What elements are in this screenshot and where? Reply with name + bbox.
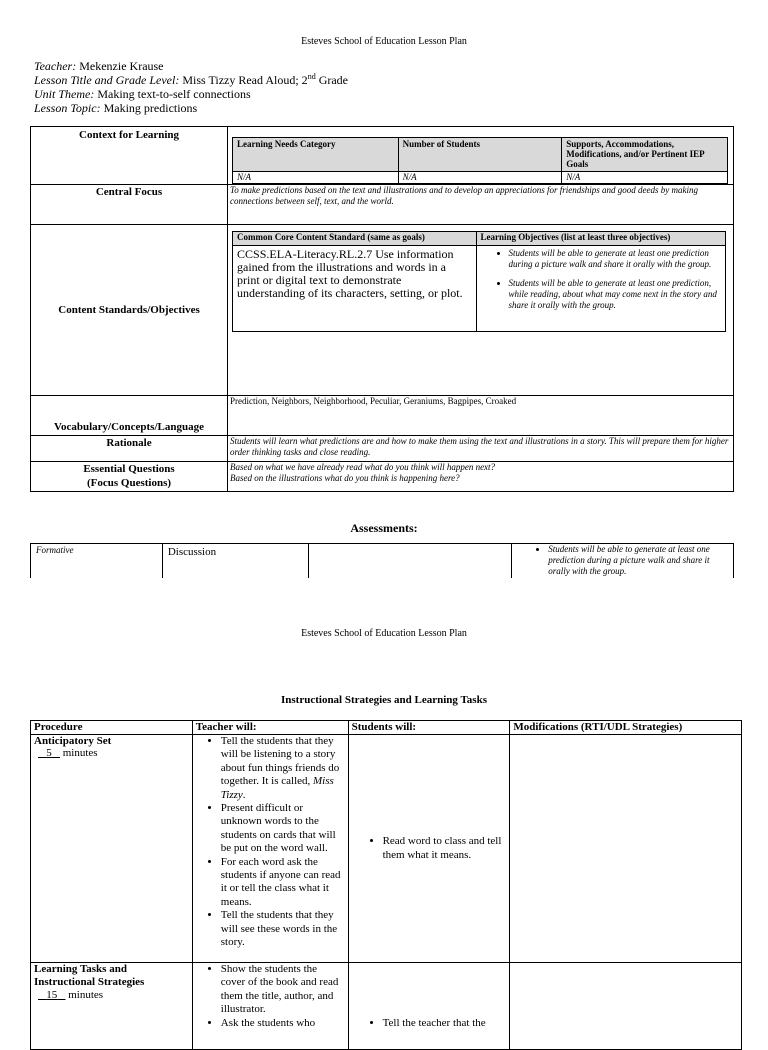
learning-tasks-row (31, 963, 742, 1050)
rationale-text: Students will learn what predictions are and how to make them using the text and illustrations in a story. This will prepare them for higher order thinking tasks and close reading. (228, 436, 734, 462)
teacher-learning-tasks (192, 963, 348, 1050)
header-teacher: Teacher will: (192, 721, 348, 735)
standard-header: Common Core Content Standard (same as goals) (233, 232, 477, 246)
school-title: Esteves School of Education Lesson Plan (301, 36, 467, 47)
central-focus-text: To make predictions based on the text and illustrations and to develop an appreciations for friendships and good deeds by making connections between self, text, and the world. (228, 185, 734, 225)
assessment-method: Discussion (162, 544, 308, 578)
teacher-line: Teacher: Mekenzie Krause (34, 59, 164, 73)
objective-item: • Students will be able to generate at least one prediction during a picture walk and share it orally with the group. (509, 248, 723, 270)
student-item: • Read word to class and tell them what it means. (383, 835, 506, 862)
learning-needs-table (232, 137, 728, 184)
teacher-item: • For each word ask the students if anyone can read it or tell the class what it means. (221, 856, 342, 910)
lesson-plan-table (30, 126, 734, 492)
procedure-table (30, 720, 742, 1050)
students-learning-tasks (348, 963, 510, 1050)
teacher-item: • Tell the students that they will see these words in the story. (221, 909, 342, 949)
needs-value-number: N/A (398, 172, 562, 184)
lesson-topic-line: Lesson Topic: Making predictions (34, 101, 198, 115)
lesson-title-line: Lesson Title and Grade Level: Miss Tizzy Read Aloud; 2nd Grade (34, 72, 349, 87)
essential-questions-text: Based on what we have already read what do you think will happen next? Based on the illustrations what do you think is happening here? (228, 462, 734, 492)
vocab-row (31, 396, 734, 436)
lesson-meta (34, 59, 348, 115)
teacher-item: • Present difficult or unknown words to the students on cards that will be put on the word wall. (221, 802, 342, 856)
essential-questions-row (31, 462, 734, 492)
needs-value-supports: N/A (562, 172, 728, 184)
objectives-header: Learning Objectives (list at least three objectives) (476, 232, 725, 246)
page2-school-title: Esteves School of Education Lesson Plan (301, 628, 467, 639)
needs-header-category: Learning Needs Category (233, 138, 399, 172)
assessments-table (30, 543, 734, 578)
modifications-anticipatory (510, 735, 742, 963)
standards-table (232, 231, 726, 332)
header-modifications: Modifications (RTI/UDL Strategies) (510, 721, 742, 735)
context-row (31, 127, 734, 185)
central-focus-row (31, 185, 734, 225)
needs-value-category: N/A (233, 172, 399, 184)
context-label: Context for Learning (31, 127, 228, 185)
students-anticipatory (348, 735, 510, 963)
header-students: Students will: (348, 721, 510, 735)
header-procedure: Procedure (31, 721, 193, 735)
essential-questions-label: Essential Questions (Focus Questions) (31, 462, 228, 492)
assessment-objective-item: • Students will be able to generate at least one prediction during a picture walk and share it orally with the group. (548, 544, 729, 577)
rationale-label: Rationale (31, 436, 228, 462)
modifications-learning-tasks (510, 963, 742, 1050)
rationale-row (31, 436, 734, 462)
procedure-anticipatory: Anticipatory Set 5 minutes (31, 735, 193, 963)
vocab-text: Prediction, Neighbors, Neighborhood, Peculiar, Geraniums, Bagpipes, Croaked (228, 396, 734, 436)
assessment-objectives (512, 544, 733, 577)
standards-label: Content Standards/Objectives (31, 225, 228, 396)
assessment-blank (308, 544, 512, 578)
assessments-title: Assessments: (350, 521, 418, 535)
teacher-item: • Ask the students who (221, 1017, 342, 1030)
vocab-label: Vocabulary/Concepts/Language (31, 396, 228, 436)
objective-item: • Students will be able to generate at least one prediction, while reading, about what may come next in the story and share it orally with the group. (509, 278, 723, 311)
unit-theme-line: Unit Theme: Making text-to-self connections (34, 87, 251, 101)
standard-text: CCSS.ELA-Literacy.RL.2.7 Use information gained from the illustrations and words in a print or digital text to demonstrate understanding of its characters, setting, or plot. (233, 246, 477, 332)
objectives-list (479, 248, 723, 311)
teacher-anticipatory (192, 735, 348, 963)
assessment-type: Formative (31, 544, 163, 578)
teacher-item: • Show the students the cover of the book and read them the title, author, and illustrator. (221, 963, 342, 1017)
standards-row (31, 225, 734, 396)
procedure-learning-tasks: Learning Tasks and Instructional Strategies 15 minutes (31, 963, 193, 1050)
student-item: • Tell the teacher that the (383, 1017, 506, 1030)
anticipatory-set-row (31, 735, 742, 963)
strategies-title: Instructional Strategies and Learning Tasks (281, 694, 487, 706)
needs-header-supports: Supports, Accommodations, Modifications, and/or Pertinent IEP Goals (562, 138, 728, 172)
needs-header-number: Number of Students (398, 138, 562, 172)
central-focus-label: Central Focus (31, 185, 228, 225)
teacher-item: • Tell the students that they will be listening to a story about fun things friends do together. It is called, Miss Tizzy. (221, 735, 342, 802)
